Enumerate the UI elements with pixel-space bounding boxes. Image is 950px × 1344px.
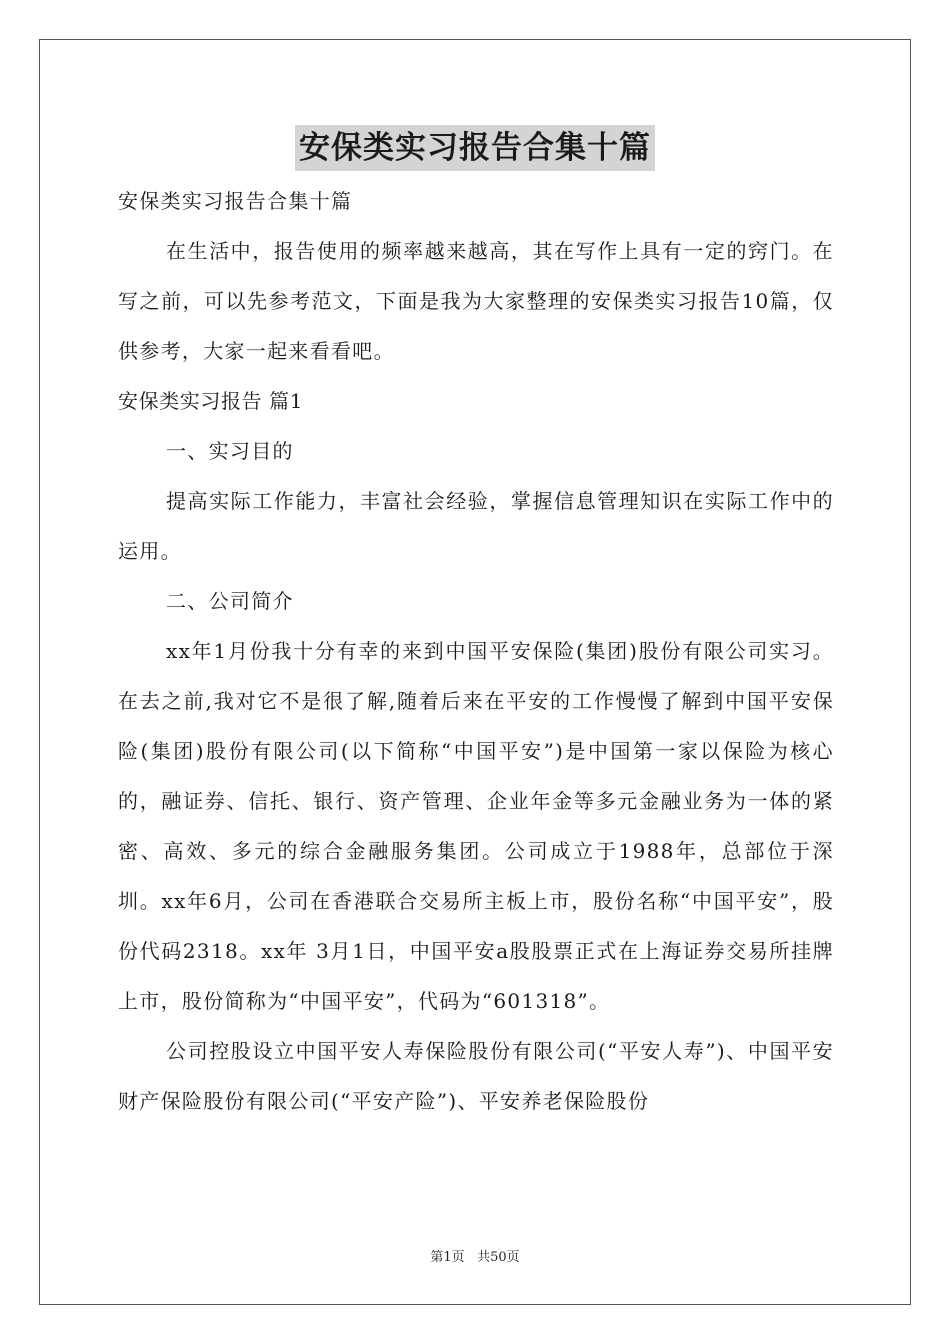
document-body [118, 176, 834, 1126]
subsidiaries-paragraph: 公司控股设立中国平安人寿保险股份有限公司(“平安人寿”)、中国平安财产保险股份有限公司(“平安产险”)、平安养老保险股份 [118, 1039, 834, 1113]
subsection-heading-purpose: 一、实习目的 [166, 439, 294, 463]
page-footer [0, 1246, 950, 1265]
page-total: 共50页 [477, 1250, 520, 1265]
company-paragraph: xx年1月份我十分有幸的来到中国平安保险(集团)股份有限公司实习。在去之前,我对它不是很了解,随着后来在平安的工作慢慢了解到中国平安保险(集团)股份有限公司(以下简称“中国平安”)是中国第一家以保险为核心的，融证券、信托、银行、资产管理、企业年金等多元金融业务为一体的紧密、高效、多元的综合金融服务集团。公司成立于1988年，总部位于深圳。xx年6月，公司在香港联合交易所主板上市，股份名称“中国平安”，股份代码2318。xx年 3月1日，中国平安a股股票正式在上海证券交易所挂牌上市，股份简称为“中国平安”，代码为“601318”。 [118, 639, 834, 1013]
title-container [0, 125, 950, 171]
intro-paragraph: 在生活中，报告使用的频率越来越高，其在写作上具有一定的窍门。在写之前，可以先参考范文，下面是我为大家整理的安保类实习报告10篇，仅供参考，大家一起来看看吧。 [118, 239, 834, 363]
page-number: 第1页 [430, 1250, 465, 1265]
document-title: 安保类实习报告合集十篇 [295, 125, 655, 171]
section-heading: 安保类实习报告 篇1 [118, 389, 304, 413]
subtitle-line: 安保类实习报告合集十篇 [118, 189, 353, 213]
purpose-paragraph: 提高实际工作能力，丰富社会经验，掌握信息管理知识在实际工作中的运用。 [118, 489, 834, 563]
subsection-heading-company: 二、公司简介 [166, 589, 294, 613]
